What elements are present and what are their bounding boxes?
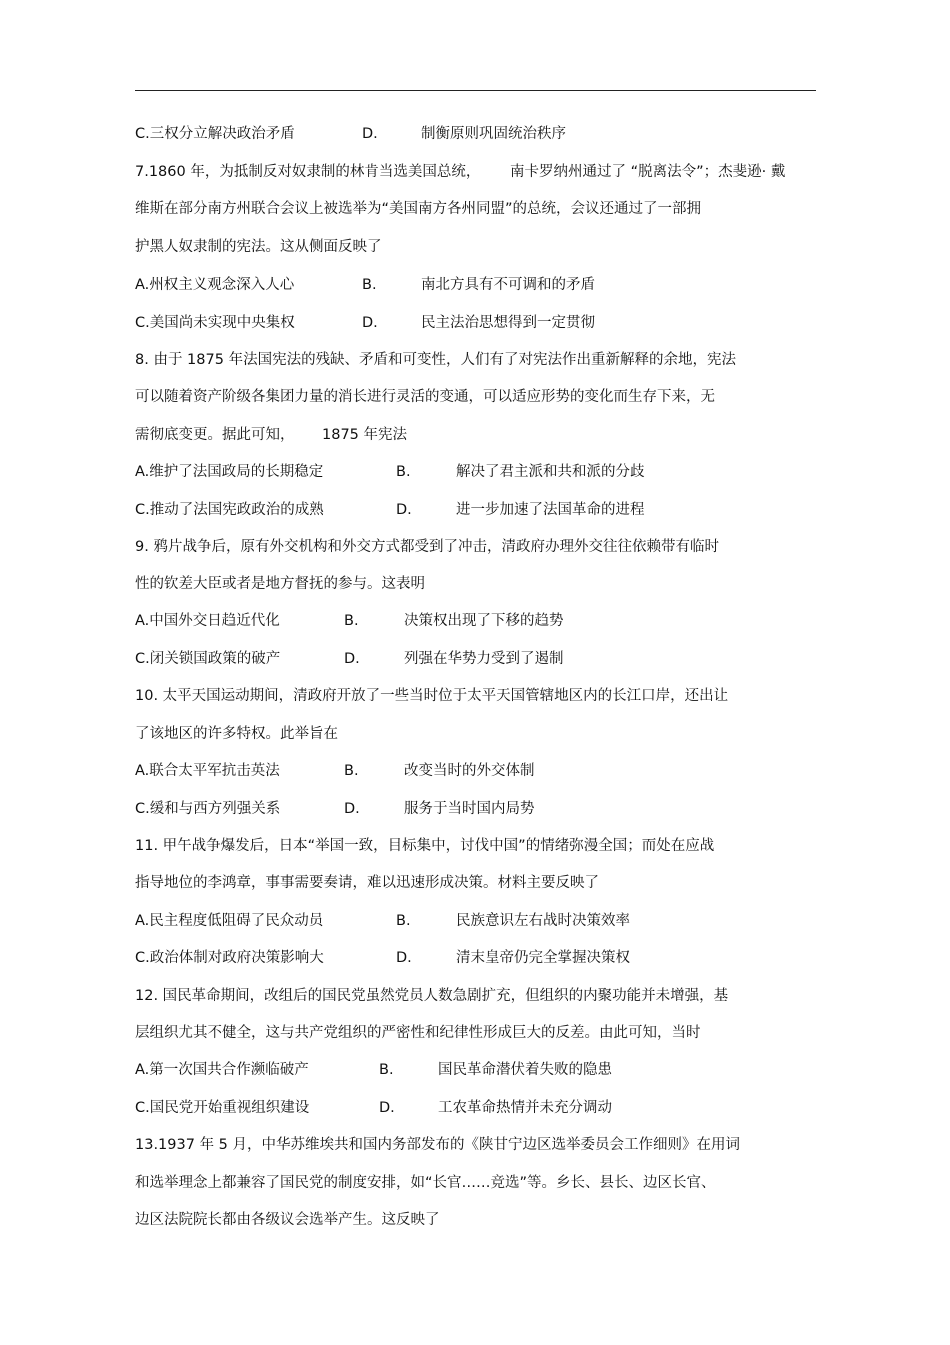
q8-option-c: C.推动了法国宪政政治的成熟 xyxy=(135,502,324,518)
q9-stem-line1: 9. 鸦片战争后，原有外交机构和外交方式都受到了冲击，清政府办理外交往往依赖带有临时 xyxy=(135,539,719,555)
q9-stem-line2: 性的钦差大臣或者是地方督抚的参与。这表明 xyxy=(135,576,425,592)
q9-option-d-label: D. xyxy=(344,651,360,667)
q7-option-a: A.州权主义观念深入人心 xyxy=(135,277,295,293)
q7-option-d-text: 民主法治思想得到一定贯彻 xyxy=(421,315,595,331)
q8-option-b-text: 解决了君主派和共和派的分歧 xyxy=(456,464,645,480)
q7-option-b-label: B. xyxy=(362,277,377,293)
q7-stem-line1b: 南卡罗纳州通过了 “脱离法令”；杰斐逊· 戴 xyxy=(510,164,786,180)
q8-stem-line1: 8. 由于 1875 年法国宪法的残缺、矛盾和可变性，人们有了对宪法作出重新解释的余地，宪法 xyxy=(135,352,737,368)
q12-stem-line2: 层组织尤其不健全，这与共产党组织的严密性和纪律性形成巨大的反差。由此可知，当时 xyxy=(135,1025,701,1041)
q9-option-b-label: B. xyxy=(344,613,359,629)
q11-option-d-text: 清末皇帝仍完全掌握决策权 xyxy=(456,950,630,966)
q10-stem-line2: 了该地区的许多特权。此举旨在 xyxy=(135,726,338,742)
q11-stem-line1: 11. 甲午战争爆发后，日本“举国一致，目标集中，讨伐中国”的情绪弥漫全国；而处在应战 xyxy=(135,838,715,854)
header-rule xyxy=(135,90,816,91)
q8-stem-line2: 可以随着资产阶级各集团力量的消长进行灵活的变通，可以适应形势的变化而生存下来，无 xyxy=(135,389,715,405)
q8-option-d-label: D. xyxy=(396,502,412,518)
q7-stem-line3: 护黑人奴隶制的宪法。这从侧面反映了 xyxy=(135,239,382,255)
q10-option-c: C.缓和与西方列强关系 xyxy=(135,801,281,817)
q10-option-a: A.联合太平军抗击英法 xyxy=(135,763,280,779)
q8-stem-line3a: 需彻底变更。据此可知， xyxy=(135,427,295,443)
q11-stem-line2: 指导地位的李鸿章，事事需要奏请，难以迅速形成决策。材料主要反映了 xyxy=(135,875,599,891)
q12-option-b-text: 国民革命潜伏着失败的隐患 xyxy=(438,1062,612,1078)
q10-stem-line1: 10. 太平天国运动期间，清政府开放了一些当时位于太平天国管辖地区内的长江口岸，还出让 xyxy=(135,688,729,704)
q11-option-a: A.民主程度低阻碍了民众动员 xyxy=(135,913,324,929)
q13-stem-line1: 13.1937 年 5 月，中华苏维埃共和国内务部发布的《陕甘宁边区选举委员会工作细则》在用词 xyxy=(135,1137,741,1153)
q12-option-b-label: B. xyxy=(379,1062,394,1078)
q7-option-c: C.美国尚未实现中央集权 xyxy=(135,315,295,331)
q7-option-d-label: D. xyxy=(362,315,378,331)
q6-option-c: C.三权分立解决政治矛盾 xyxy=(135,126,295,142)
q12-option-d-label: D. xyxy=(379,1100,395,1116)
q9-option-b-text: 决策权出现了下移的趋势 xyxy=(404,613,564,629)
q11-option-b-label: B. xyxy=(396,913,411,929)
q7-option-b-text: 南北方具有不可调和的矛盾 xyxy=(421,277,595,293)
q7-stem-line2: 维斯在部分南方州联合会议上被选举为“美国南方各州同盟”的总统，会议还通过了一部拥 xyxy=(135,201,702,217)
q8-option-b-label: B. xyxy=(396,464,411,480)
q12-option-a: A.第一次国共合作濒临破产 xyxy=(135,1062,309,1078)
q6-option-d-label: D. xyxy=(362,126,378,142)
q10-option-b-label: B. xyxy=(344,763,359,779)
q13-stem-line2: 和选举理念上都兼容了国民党的制度安排，如“长官……竞选”等。乡长、县长、边区长官、 xyxy=(135,1175,716,1191)
q10-option-b-text: 改变当时的外交体制 xyxy=(404,763,535,779)
q8-stem-line3b: 1875 年宪法 xyxy=(322,427,408,443)
q9-option-a: A.中国外交日趋近代化 xyxy=(135,613,280,629)
q8-option-a: A.维护了法国政局的长期稳定 xyxy=(135,464,324,480)
q11-option-c: C.政治体制对政府决策影响大 xyxy=(135,950,324,966)
q12-stem-line1: 12. 国民革命期间，改组后的国民党虽然党员人数急剧扩充，但组织的内聚功能并未增强，基 xyxy=(135,988,729,1004)
q12-option-d-text: 工农革命热情并未充分调动 xyxy=(438,1100,612,1116)
q9-option-c: C.闭关锁国政策的破产 xyxy=(135,651,281,667)
q11-option-d-label: D. xyxy=(396,950,412,966)
q12-option-c: C.国民党开始重视组织建设 xyxy=(135,1100,310,1116)
q8-option-d-text: 进一步加速了法国革命的进程 xyxy=(456,502,645,518)
q11-option-b-text: 民族意识左右战时决策效率 xyxy=(456,913,630,929)
q10-option-d-text: 服务于当时国内局势 xyxy=(404,801,535,817)
q13-stem-line3: 边区法院院长都由各级议会选举产生。这反映了 xyxy=(135,1212,440,1228)
q7-stem-line1a: 7.1860 年，为抵制反对奴隶制的林肯当选美国总统， xyxy=(135,164,481,180)
q9-option-d-text: 列强在华势力受到了遏制 xyxy=(404,651,564,667)
q6-option-d-text: 制衡原则巩固统治秩序 xyxy=(421,126,566,142)
q10-option-d-label: D. xyxy=(344,801,360,817)
